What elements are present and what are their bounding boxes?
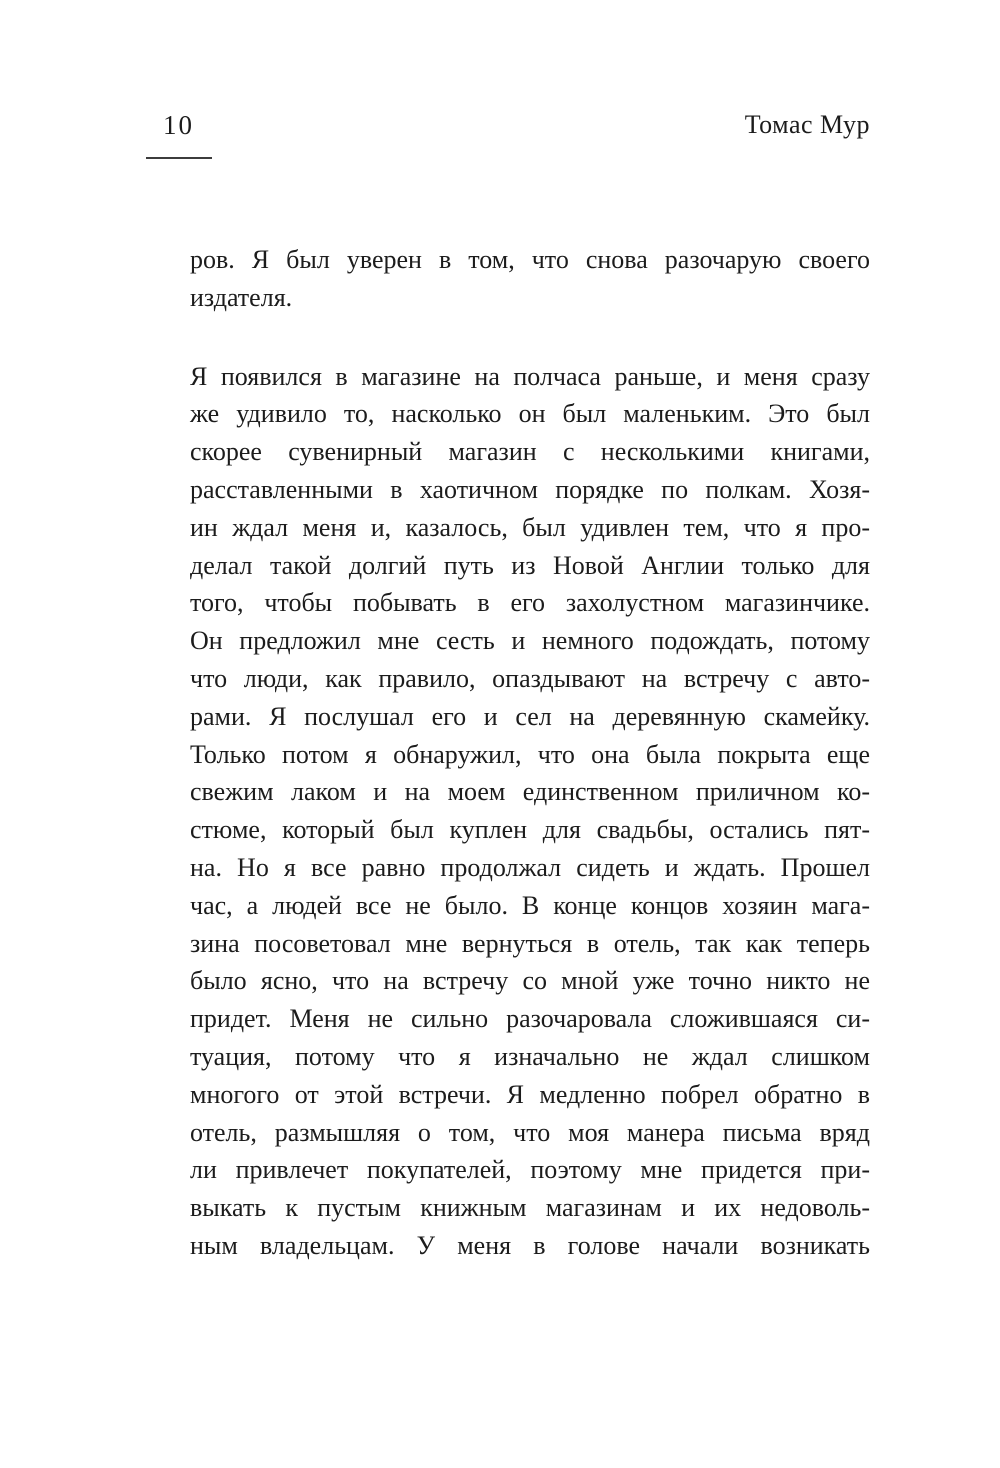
text-line: делал такой долгий путь из Новой Англии только для bbox=[190, 550, 870, 580]
text-line: ров. Я был уверен в том, что снова разочарую своего bbox=[190, 245, 870, 274]
text-line: туация, потому что я изначально не ждал слишком bbox=[190, 1041, 870, 1071]
paragraph bbox=[190, 358, 870, 1265]
text-line: Он предложил мне сесть и немного подождать, потому bbox=[190, 626, 870, 656]
text-line: час, а людей все не было. В конце концов хозяин мага- bbox=[190, 890, 870, 920]
text-line: отель, размышляя о том, что моя манера письма вряд bbox=[190, 1117, 870, 1147]
text-line: ли привлечет покупателей, поэтому мне придется при- bbox=[190, 1155, 870, 1185]
text-line: было ясно, что на встречу со мной уже точно никто не bbox=[190, 966, 870, 996]
page-number-rule bbox=[146, 157, 212, 159]
text-line: что люди, как правило, опаздывают на встречу с авто- bbox=[190, 663, 870, 693]
text-line: ин ждал меня и, казалось, был удивлен тем, что я про- bbox=[190, 512, 870, 542]
text-line: свежим лаком и на моем единственном приличном ко- bbox=[190, 777, 870, 807]
page-number: 10 bbox=[163, 110, 194, 140]
text-line: же удивило то, насколько он был маленьким. Это был bbox=[190, 399, 870, 429]
text-line: ным владельцам. У меня в голове начали возникать bbox=[190, 1230, 870, 1260]
text-line: многого от этой встречи. Я медленно побрел обратно в bbox=[190, 1079, 870, 1109]
text-line: стюме, который был куплен для свадьбы, остались пят- bbox=[190, 815, 870, 845]
text-line: рами. Я послушал его и сел на деревянную скамейку. bbox=[190, 701, 870, 731]
text-line: Я появился в магазине на полчаса раньше, и меня сразу bbox=[190, 361, 870, 391]
text-line: выкать к пустым книжным магазинам и их недоволь- bbox=[190, 1193, 870, 1223]
text-line: Только потом я обнаружил, что она была покрыта еще bbox=[190, 739, 870, 769]
text-line: на. Но я все равно продолжал сидеть и ждать. Прошел bbox=[190, 852, 870, 882]
text-line: скорее сувенирный магазин с несколькими книгами, bbox=[190, 437, 870, 467]
body-text bbox=[190, 241, 870, 1265]
running-head: Томас Мур bbox=[744, 110, 870, 139]
text-line: придет. Меня не сильно разочаровала сложившаяся си- bbox=[190, 1004, 870, 1034]
text-line: зина посоветовал мне вернуться в отель, так как теперь bbox=[190, 928, 870, 958]
text-line: того, чтобы побывать в его захолустном магазинчике. bbox=[190, 588, 870, 618]
text-line: издателя. bbox=[190, 282, 293, 312]
text-line: расставленными в хаотичном порядке по полкам. Хозя- bbox=[190, 474, 870, 504]
paragraph bbox=[190, 241, 870, 317]
